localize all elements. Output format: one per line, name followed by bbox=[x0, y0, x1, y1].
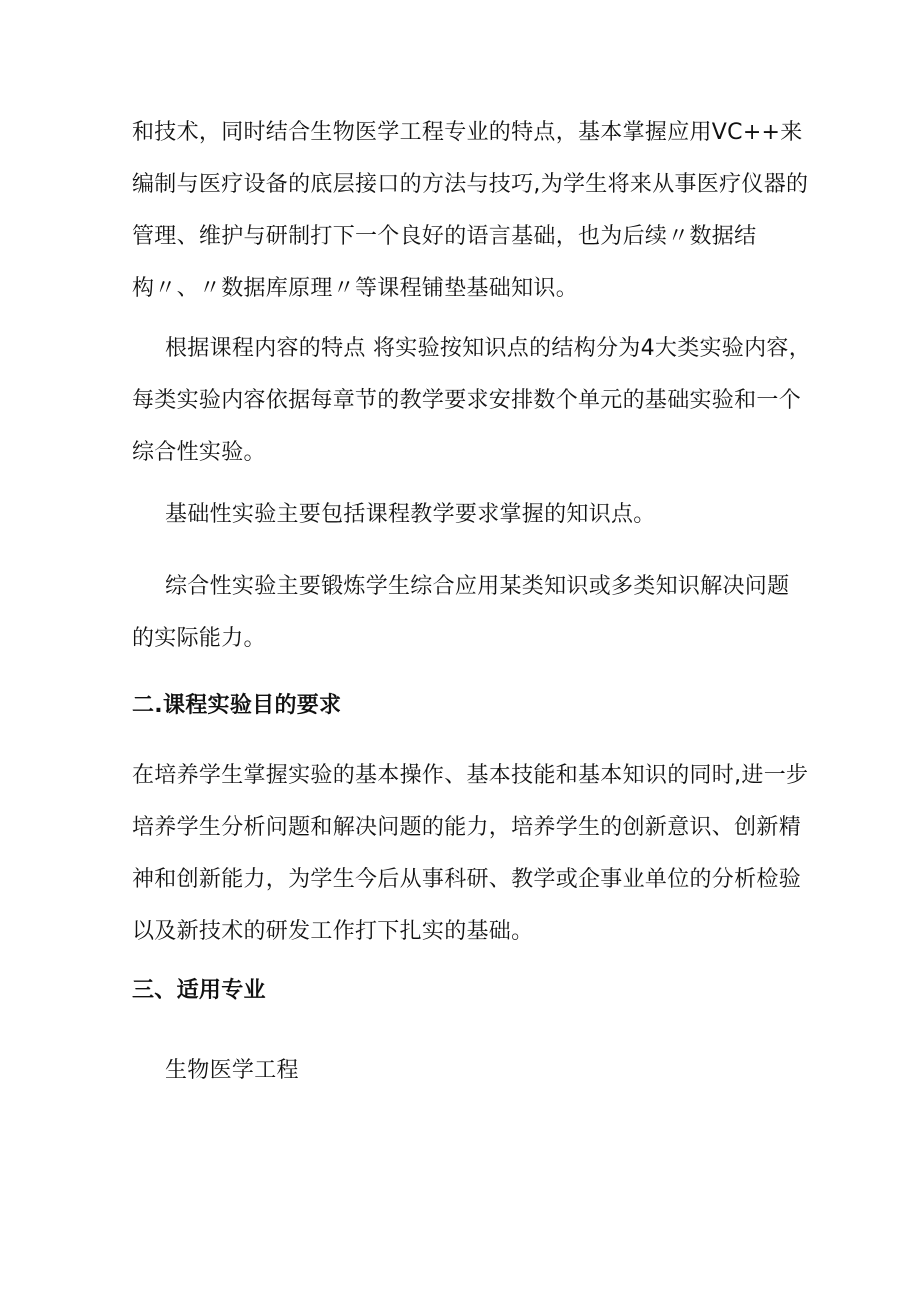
section-heading-applicable-major bbox=[132, 965, 802, 1017]
text-line: 神和创新能力，为学生今后从事科研、教学或企事业单位的分析检验 bbox=[132, 867, 802, 892]
paragraph-experiment-structure bbox=[132, 323, 811, 479]
paragraph-basic-experiments bbox=[132, 489, 802, 541]
text-line: 每类实验内容依据每章节的教学要求安排数个单元的基础实验和一个 bbox=[132, 388, 802, 413]
text-line: 的实际能力。 bbox=[132, 626, 266, 651]
paragraph-course-overview bbox=[132, 107, 809, 315]
paragraph-applicable-major bbox=[132, 1045, 802, 1097]
text-line: 管理、维护与研制打下一个良好的语言基础，也为后续〃数据结 bbox=[132, 224, 757, 249]
text-line: 编制与医疗设备的底层接口的方法与技巧,为学生将来从事医疗仪器的 bbox=[132, 172, 809, 197]
text-line: 根据课程内容的特点 将实验按知识点的结构分为4大类实验内容， bbox=[165, 336, 811, 361]
text-line: 综合性实验主要锻炼学生综合应用某类知识或多类知识解决问题 bbox=[165, 574, 790, 599]
text-line: 以及新技术的研发工作打下扎实的基础。 bbox=[132, 919, 534, 944]
text-line: 综合性实验。 bbox=[132, 440, 266, 465]
paragraph-objectives bbox=[132, 750, 809, 958]
paragraph-comprehensive-experiments bbox=[132, 561, 802, 665]
section-heading: 三、适用专业 bbox=[132, 978, 266, 1003]
section-heading: 二.课程实验目的要求 bbox=[132, 693, 342, 718]
text-line: 在培养学生掌握实验的基本操作、基本技能和基本知识的同时,进一步 bbox=[132, 763, 809, 788]
text-line: 基础性实验主要包括课程教学要求掌握的知识点。 bbox=[165, 502, 656, 527]
text-line: 构〃、〃数据库原理〃等课程铺垫基础知识。 bbox=[132, 276, 579, 301]
text-line: 和技术，同时结合生物医学工程专业的特点，基本掌握应用VC++来 bbox=[132, 120, 803, 145]
section-heading-objectives bbox=[132, 680, 802, 732]
major-name: 生物医学工程 bbox=[165, 1058, 299, 1083]
text-line: 培养学生分析问题和解决问题的能力，培养学生的创新意识、创新精 bbox=[132, 815, 802, 840]
